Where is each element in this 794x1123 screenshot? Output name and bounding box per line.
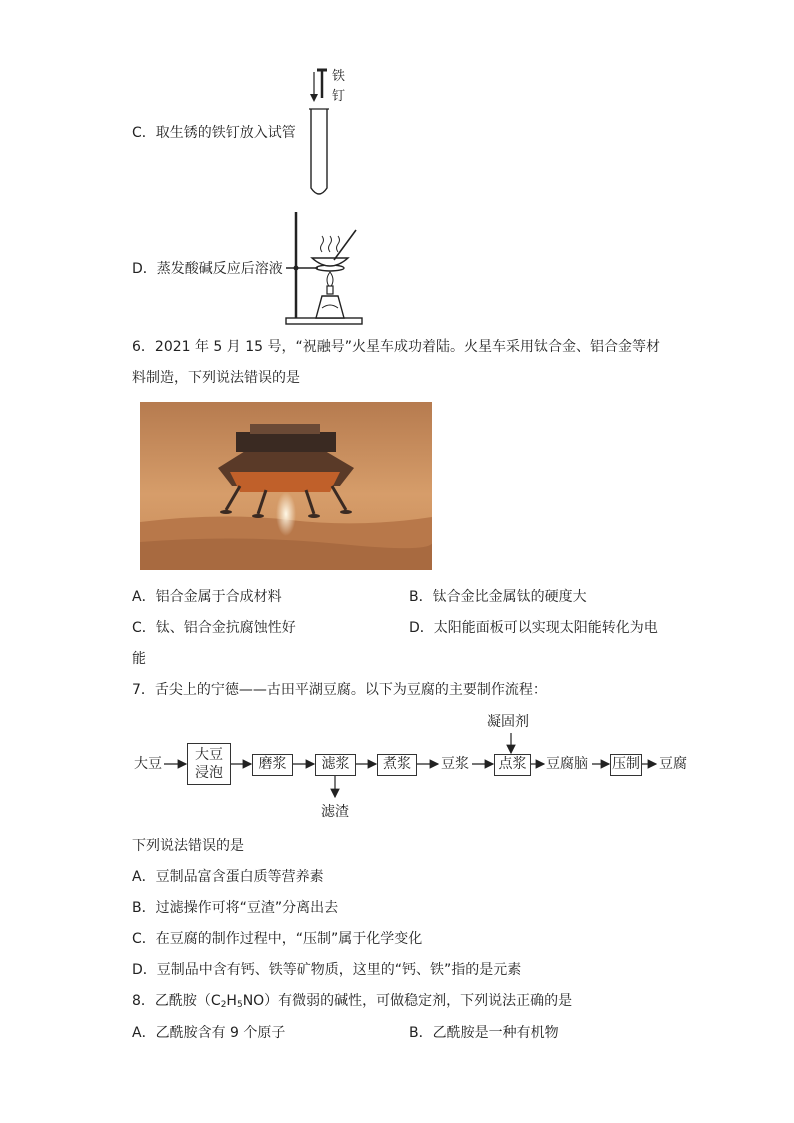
- q6-option-a: A．铝合金属于合成材料: [132, 589, 282, 605]
- q6-option-c: C．钛、铝合金抗腐蚀性好: [132, 620, 296, 636]
- q8-option-a: A．乙酰胺含有 9 个原子: [132, 1025, 286, 1041]
- nail-label-1: 铁: [332, 69, 346, 84]
- q8-option-b: B．乙酰胺是一种有机物: [409, 1025, 559, 1041]
- flow-box-grind: 磨浆: [252, 754, 293, 776]
- q7-stem: 7．舌尖上的宁德——古田平湖豆腐。以下为豆腐的主要制作流程：: [132, 682, 547, 698]
- q7-question: 下列说法错误的是: [132, 838, 244, 854]
- flow-box-soak: [187, 743, 231, 785]
- flow-residue: 滤渣: [321, 804, 349, 820]
- q6-option-d: D．太阳能面板可以实现太阳能转化为电: [409, 620, 658, 636]
- q7-option-b: B．过滤操作可将“豆渣”分离出去: [132, 900, 339, 916]
- flow-tofu-end: 豆腐: [659, 756, 687, 772]
- q6-stem-line1: 6．2021 年 5 月 15 号，“祝融号”火星车成功着陆。火星车采用钛合金、铝合金等材: [132, 339, 661, 355]
- q7-option-c: C．在豆腐的制作过程中，“压制”属于化学变化: [132, 931, 423, 947]
- flow-box-point: 点浆: [494, 754, 531, 776]
- q5-option-d: D．蒸发酸碱反应后溶液: [132, 261, 283, 277]
- flow-box-press: 压制: [610, 754, 642, 776]
- flow-tofu-curd: 豆腐脑: [546, 756, 588, 772]
- q6-option-b: B．钛合金比金属钛的硬度大: [409, 589, 587, 605]
- q8-formula-sub1: 2: [220, 1000, 227, 1010]
- flow-soybean-start: 大豆: [134, 756, 162, 772]
- nail-label-2: 钉: [332, 89, 346, 104]
- q8-formula-sub2: 5: [236, 1000, 243, 1010]
- flow-soymilk: 豆浆: [441, 756, 469, 772]
- q7-option-a: A．豆制品富含蛋白质等营养素: [132, 869, 324, 885]
- q8-formula-h: H: [226, 993, 237, 1009]
- q6-option-d-continued: 能: [132, 651, 146, 667]
- q8-stem-post: NO）有微弱的碱性，可做稳定剂，下列说法正确的是: [242, 993, 573, 1009]
- flow-box-filter: 滤浆: [315, 754, 356, 776]
- q7-option-d: D．豆制品中含有钙、铁等矿物质，这里的“钙、铁”指的是元素: [132, 962, 522, 978]
- flow-soak-line1: 大豆: [195, 747, 223, 763]
- flow-soak-line2: 浸泡: [195, 765, 223, 781]
- q8-stem: [132, 992, 572, 1010]
- flow-box-boil: 煮浆: [377, 754, 417, 776]
- flow-coagulant: 凝固剂: [487, 714, 529, 730]
- q6-stem-line2: 料制造，下列说法错误的是: [132, 370, 300, 386]
- q5-option-c: C．取生锈的铁钉放入试管: [132, 125, 296, 141]
- q8-stem-pre: 8．乙酰胺（C: [132, 993, 221, 1009]
